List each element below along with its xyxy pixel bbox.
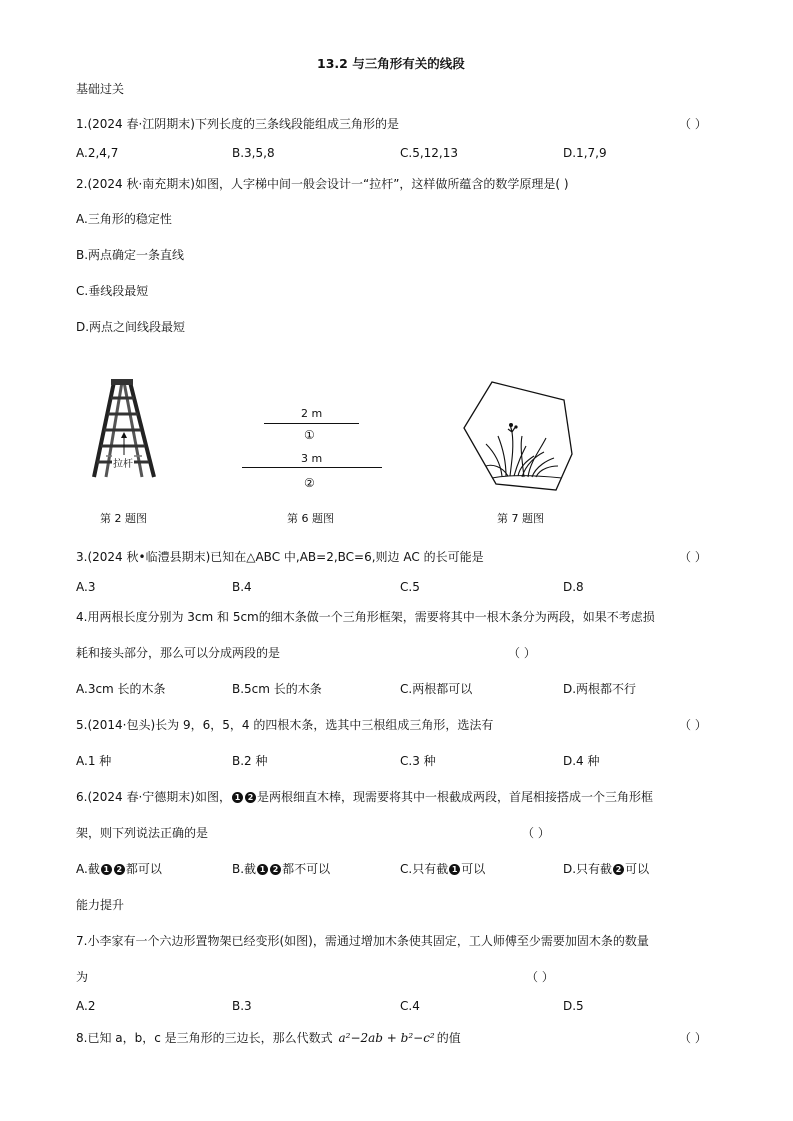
q6-option-b[interactable] [232,860,330,877]
q6-option-a[interactable] [76,860,162,877]
q5-option-a[interactable]: A.1 种 [76,754,112,768]
q5-option-d[interactable]: D.4 种 [563,754,600,768]
circled-number-1: 1 [232,792,243,803]
figure-7-caption: 第 7 题图 [497,512,544,525]
circled-number-2: 2 [270,864,281,875]
ladder-label: 拉杆 [112,455,134,470]
q7-option-b[interactable]: B.3 [232,999,252,1013]
stick-1-number: ① [304,428,315,442]
q6-option-a-prefix: A.截 [76,862,100,876]
q8-answer-bracket[interactable]: （ ） [679,1031,707,1045]
q6-stem-line-1 [76,788,653,805]
q5-option-b[interactable]: B.2 种 [232,754,268,768]
q4-option-c[interactable]: C.两根都可以 [400,682,473,696]
q1-option-c[interactable]: C.5,12,13 [400,146,458,160]
q7-option-c[interactable]: C.4 [400,999,420,1013]
stick-2-number: ② [304,476,315,490]
q6-option-d-suffix: 可以 [625,862,650,876]
stick-1-length: 2 m [301,407,323,420]
section-basic: 基础过关 [76,82,125,96]
circled-number-2: 2 [245,792,256,803]
q4-option-a[interactable]: A.3cm 长的木条 [76,682,166,696]
circled-number-2: 2 [114,864,125,875]
q1-stem: 1.(2024 春·江阴期末)下列长度的三条线段能组成三角形的是 [76,117,399,131]
q8-stem-line [76,1029,461,1046]
q2-stem: 2.(2024 秋·南充期末)如图，人字梯中间一般会设计一“拉杆”，这样做所蕴含的数学原理是( ) [76,177,569,191]
q5-stem: 5.(2014·包头)长为 9，6，5，4 的四根木条，选其中三根组成三角形，选法有 [76,718,494,732]
hexagon-shelf-figure [462,380,584,494]
q7-stem-line-1: 7.小李家有一个六边形置物架已经变形(如图)，需通过增加木条使其固定，工人师傅至少需要加固木条的数量 [76,934,649,948]
q6-option-c-suffix: 可以 [461,862,486,876]
q6-option-b-prefix: B.截 [232,862,257,876]
q3-option-d[interactable]: D.8 [563,580,584,594]
circled-number-1: 1 [449,864,460,875]
stick-2-line [242,467,382,468]
q2-option-b[interactable]: B.两点确定一条直线 [76,248,185,262]
q6-stem-rest: 是两根细直木棒，现需要将其中一根截成两段，首尾相接搭成一个三角形框 [256,790,653,804]
page-title: 13.2 与三角形有关的线段 [317,56,465,71]
q6-option-c[interactable] [400,860,485,877]
q8-stem-tail: 的值 [436,1031,461,1045]
q6-option-d-prefix: D.只有截 [563,862,613,876]
q4-answer-bracket[interactable]: （ ） [508,646,536,660]
section-ability: 能力提升 [76,898,125,912]
q6-option-a-suffix: 都可以 [125,862,162,876]
q6-option-c-prefix: C.只有截 [400,862,449,876]
q4-stem-line-1: 4.用两根长度分别为 3cm 和 5cm的细木条做一个三角形框架，需要将其中一根木条分为两段，如果不考虑损 [76,610,655,624]
q7-option-a[interactable]: A.2 [76,999,96,1013]
q2-option-a[interactable]: A.三角形的稳定性 [76,212,172,226]
q5-option-c[interactable]: C.3 种 [400,754,436,768]
figure-6-caption: 第 6 题图 [287,512,334,525]
q6-stem-line-2: 架，则下列说法正确的是 [76,826,209,840]
q3-option-a[interactable]: A.3 [76,580,96,594]
q1-answer-bracket[interactable]: （ ） [679,117,707,131]
circled-number-1: 1 [101,864,112,875]
q2-option-c[interactable]: C.垂线段最短 [76,284,149,298]
q1-option-d[interactable]: D.1,7,9 [563,146,607,160]
q4-stem-line-2: 耗和接头部分，那么可以分成两段的是 [76,646,281,660]
q3-answer-bracket[interactable]: （ ） [679,550,707,564]
stick-2-length: 3 m [301,452,323,465]
q6-option-b-suffix: 都不可以 [282,862,331,876]
q3-option-c[interactable]: C.5 [400,580,420,594]
q7-answer-bracket[interactable]: （ ） [526,970,554,984]
q4-option-d[interactable]: D.两根都不行 [563,682,637,696]
q4-option-b[interactable]: B.5cm 长的木条 [232,682,322,696]
circled-number-2: 2 [613,864,624,875]
q8-expression: a²−2ab + b²−c² [338,1031,435,1045]
figure-2-caption: 第 2 题图 [100,512,147,525]
q6-stem-start: 6.(2024 春·宁德期末)如图， [76,790,231,804]
q3-stem: 3.(2024 秋•临澧县期末)已知在△ABC 中,AB=2,BC=6,则边 AC 的长可能是 [76,550,484,564]
stick-1-line [264,423,359,424]
q6-option-d[interactable] [563,860,649,877]
q1-option-b[interactable]: B.3,5,8 [232,146,275,160]
q8-stem: 8.已知 a，b，c 是三角形的三边长，那么代数式 [76,1031,333,1045]
q2-option-d[interactable]: D.两点之间线段最短 [76,320,186,334]
q7-stem-line-2: 为 [76,970,89,984]
q3-option-b[interactable]: B.4 [232,580,252,594]
circled-number-1: 1 [257,864,268,875]
q5-answer-bracket[interactable]: （ ） [679,718,707,732]
q1-option-a[interactable]: A.2,4,7 [76,146,119,160]
q7-option-d[interactable]: D.5 [563,999,584,1013]
q6-answer-bracket[interactable]: （ ） [522,826,550,840]
